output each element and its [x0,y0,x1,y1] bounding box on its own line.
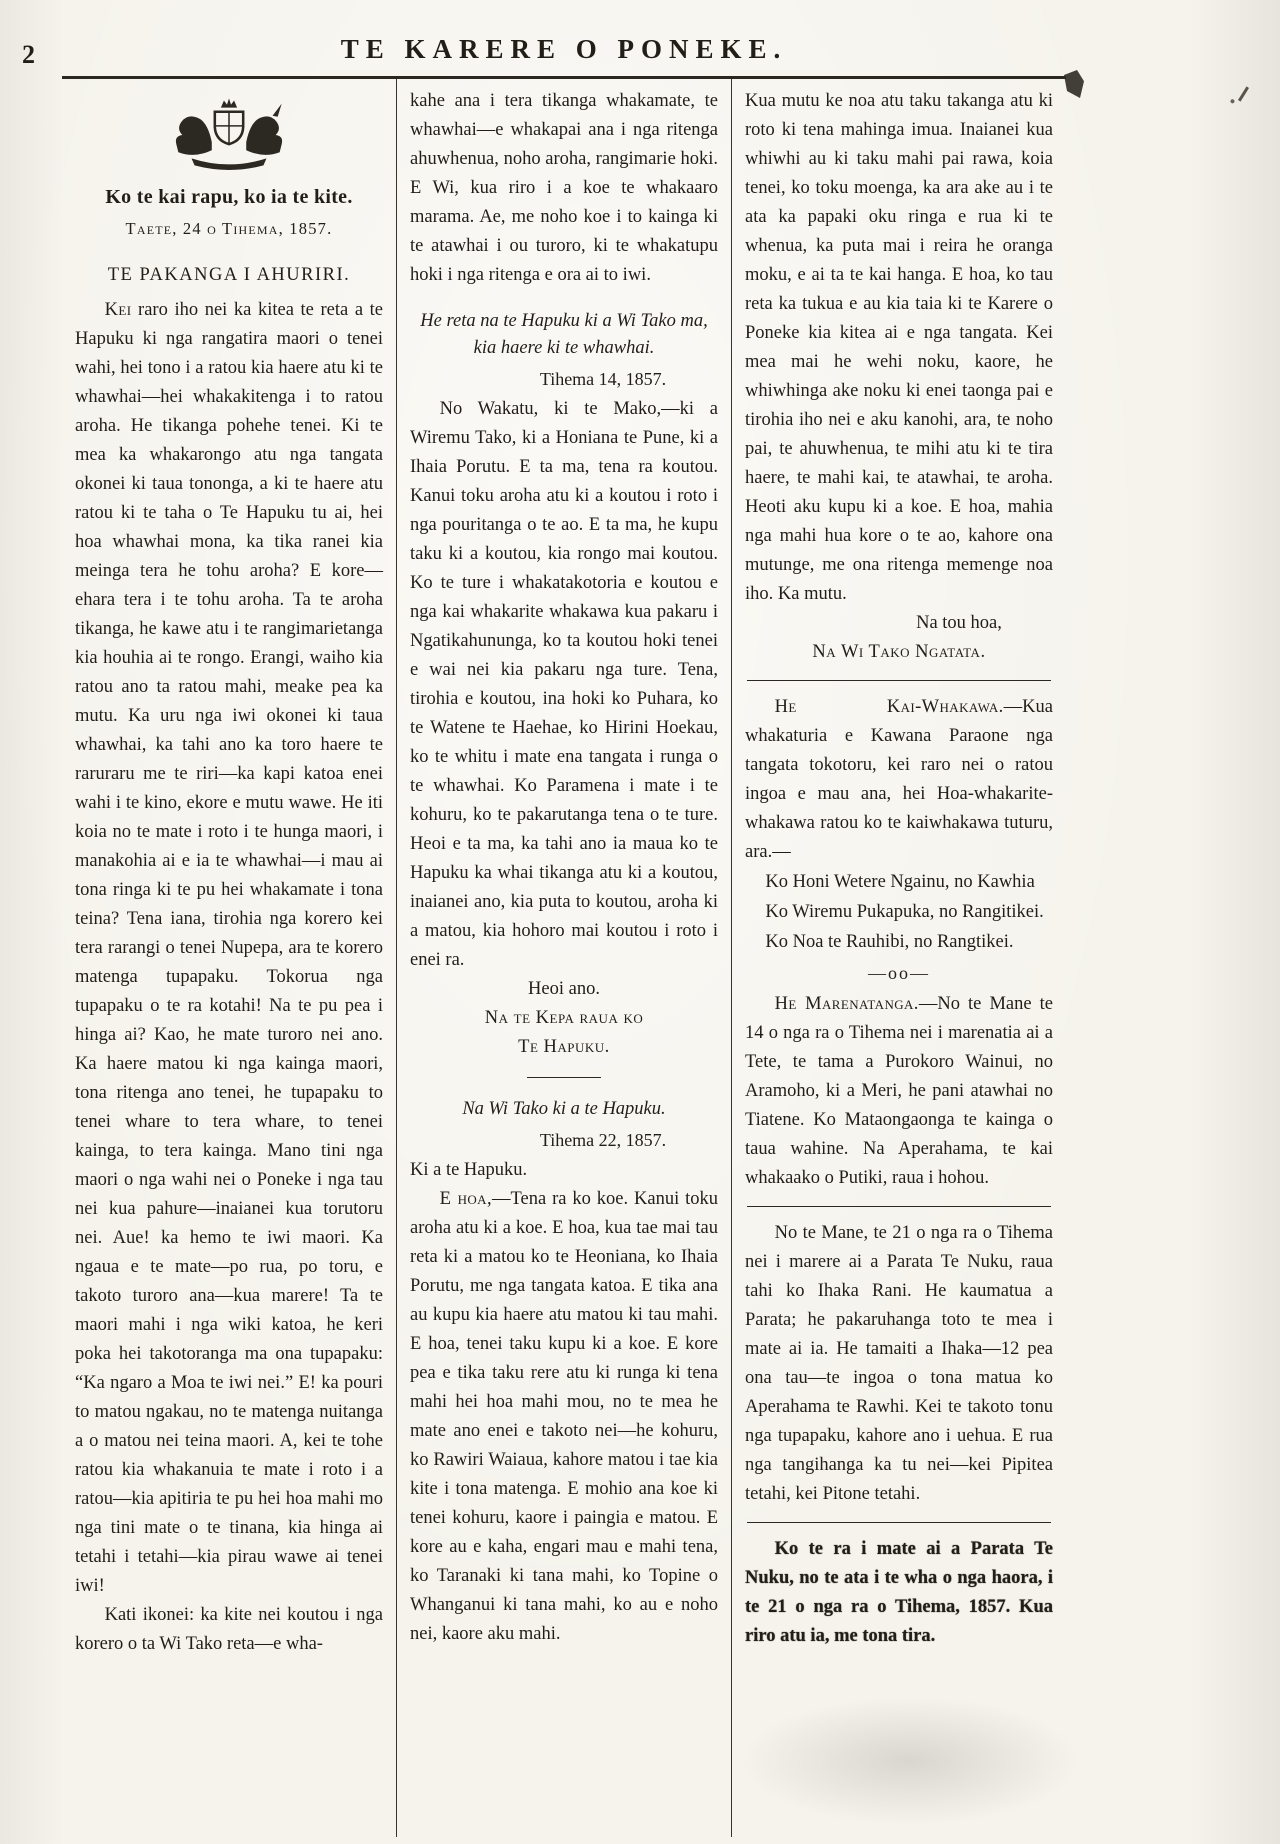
letter-signature: Te Hapuku. [518,1037,610,1057]
section-rule [747,1522,1051,1523]
letter-body: No Wakatu, ki te Mako,—ki a Wiremu Tako, ki a Honiana te Pune, ki a Ihaia Porutu. E ta ma, tena ra koutou. Kanui toku aroha atu ki a koutou i roto i nga pouritanga o te ao. E ta ma, he kupu taku ki a koutou, kia rongo mai koutou. Ko te ture i whakatakotoria e koutou e nga kai whakarite whakawa kua pakaru i Ngatikahununga, ko ta koutou hoki tenei e wai nei kia pakaru nga ture. Tena, tirohia e koutou, ina hoki ko Puhara, ko te Watene te Haehae, ko Hirini Hoekau, ko te whitu i mate ena tangata i runga o te whawhai. Ko Paramena i mate i te kohuru, ko te pakarutanga tena o te ture. Heoi e ta ma, ka tahi ano ia maua ko te Hapuku ka whai tikanga atu ki a koutou, inaianei ano, kia puta to koutou, aroha ki a matou, kia hohoro mai koutou i roto i enei ra. [410,399,718,970]
letter-signature: Na te Kepa raua ko [484,1008,644,1028]
list-item: Ko Wiremu Pukapuka, no Rangitikei. [765,902,1044,922]
list-item: Ko Honi Wetere Ngainu, no Kawhia [765,872,1035,892]
page-number: 2 [22,40,35,69]
notice-paragraph [745,693,1053,867]
section-rule [747,1206,1051,1207]
lead-word: E hoa, [439,1189,492,1209]
column-2 [397,79,731,1837]
royal-coat-of-arms-emblem [75,87,383,178]
masthead-motto: Ko te kai rapu, ko ia te kite. [105,186,353,208]
notice-lead: He Kai-Whakawa. [774,697,1004,717]
ornament-separator: —oo— [868,963,930,983]
article-paragraph-continued: kahe ana i tera tikanga whakamate, te whawhai—e whakapai ana i nga ritenga ahuwhenua, noho aroha, rangimarie hoki. E Wi, kua riro i a koe te whakaaro marama. Ae, me noho koe i to kainga ki te atawhai i ou turoro, ki te whakatupu hoki i nga ritenga e ora ai to iwi. [410,91,718,285]
letter-closing: Na tou hoa, [916,613,1002,633]
paragraph-text: —No te Mane te 14 o nga ra o Tihema nei i marenatia ai a Tete, te tama a Purokoro Wainui, no Aramoho, ki a Meri, he pani atawhai no Tiatene. Ko Mataongaonga te kainga o taua wahine. Na Aperahama, te kai whakaako o Putiki, raua i hohou. [745,994,1054,1188]
column-1 [62,79,396,1837]
article-paragraph [75,296,383,1601]
article-paragraph: Kati ikonei: ka kite nei koutou i nga korero o ta Wi Tako reta—e wha- [75,1605,383,1654]
lead-word: Kei [104,300,132,320]
letter-date: Tihema 22, 1857. [539,1130,667,1150]
letter-signature: Na Wi Tako Ngatata. [812,642,986,662]
column-3 [732,79,1066,1837]
issue-dateline: Taete, 24 o Tihema, 1857. [125,219,333,238]
paragraph-text: raro iho nei ka kitea te reta a te Hapuku ki nga rangatira maori o tenei wahi, hei tono i a ratou kia haere atu ki te whawhai—hei whakakitenga i to ratou aroha. He tikanga pohehe tenei. Ki te mea ka whakarongo atu nga tangata okonei ki taua tononga, a ki te haere atu ratou ki te taha o Te Hapuku tu ai, hei hoa whawhai mona, ka tika ranei kia meinga tera he tohu aroha? E kore—ehara tera i te tohu aroha. Ta te aroha tikanga, he kawe atu i te rangimarietanga kia houhia ai te rongo. Erangi, waiho kia ratou ano ta ratou mahi, meake pea ka mutu. Ka uru nga iwi okonei ki taua whawhai, ka tahi ano ka toro haere te raruraru me te riri—ka kapi katoa enei wahi i te kino, ekore e mutu wawe. He iti koia no te mate i roto i te hunga maori, i manakohia ai e ia te whawhai—i mau ai tona ringa ki te pu hei whakamate i tona teina? Tena iana, tirohia nga korero kei tera rarangi o tenei Nupepa, ara te korero matenga tupapaku. Tokorua nga tupapaku o te ra kotahi! Na te pu pea i hinga ai? Kao, he mate turoro nei ano. Ka haere matou ki nga kainga maori, tona ritenga ano tenei, he tupapaku to tenei whare to tera whare, to tenei kainga, to tera kainga. Mano tini nga maori o nga wahi nei o Poneke i nga tau nei kua pahure—inaianei kua torutoru nei. Aue! ka hemo te iwi maori. Ka ngaua e te mate—po rua, po toru, e takoto turoro ana—kua marere! Ta te maori mahi i nga wiki katoa, he keri poka hei takotoranga ma ona tupapaku: “Ka ngaro a Moa te iwi nei.” E! ka pouri to matou ngakau, no te matenga nuitanga a o matou nei teina maori. A, kei te tohe ratou kia whakanuia te mate i roto i a ratou—kia apitiria te pu hei hoa mahi mo nga tini mate o te tinana, kia hinga ai tetahi i tetahi—kia pirau wawe ai tenei iwi! [75,300,383,1596]
paragraph-text: —Tena ra ko koe. Kanui toku aroha atu ki a koe. E hoa, kua tae mai tau reta ki a matou ko te Heoniana, ko Ihaia Porutu, me nga tangata katoa. E tika ana au kupu kia haere atu matou ki tau mahi. E hoa, tenei taku kupu ki a koe. E kore pea e tika taku rere atu ki runga ki tena mahi hei hoa mahi mou, no te mea he mate ano enei e takoto nei—he kohuru, ko Rawiri Waiaua, kahore matou i tae kia kite i tona matenga. E mohio ana koe ki tenei kohuru, kaore i paingia e matou. E kore au e kaha, engari mau e mahi tena, ko Taranaki ki tana mahi, ko Topine o Whanganui ki tana mahi, ko au e noho nei, kaore aku mahi. [410,1189,718,1644]
list-item: Ko Noa te Rauhibi, no Rangtikei. [765,932,1014,952]
scan-artifact-speck [1238,86,1249,101]
letter-closing: Heoi ano. [528,979,600,999]
notice-lead: He Marenatanga. [774,994,919,1014]
letter-date: Tihema 14, 1857. [539,369,667,389]
masthead-title: TE KARERE O PONEKE. [340,34,788,64]
coat-of-arms-icon [153,95,305,173]
letter-body-continued: Kua mutu ke noa atu taku takanga atu ki roto ki tena mahinga imua. Inaianei kua whiwhi au ki taku mahi pai rawa, koia tenei, ko toku moenga, ka ara ake au i te ata ka papaki oku ringa e rua ki te whenua, ka puta mai i reira he oranga moku, e ai ta te kai hanga. E hoa, ko tau reta ka tukua e au kia taia ki te Karere o Poneke kia kitea ai e nga tangata. Kei mea mai he wehi noku, kaore, he whiwhinga ake noku ki enei taonga pai e tirohia iho nei e aku kanohi, ara, te noho pai, te ahuwhenua, te mihi atu ki te tira haere, te mahi kai, te atawhai, te aroha. Heoti aku kupu ki a koe. E hoa, mahia nga mahi hua kore o te ao, kahore ona mutunge, me ona ritenga memenge noa iho. Ka mutu. [745,91,1053,604]
notice-paragraph: Ko te ra i mate ai a Parata Te Nuku, no te ata i te wha o nga haora, i te 21 o nga ra o Tihema, 1857. Kua riro atu ia, me tona tira. [745,1539,1053,1646]
section-rule [747,680,1051,681]
letter-heading: Na Wi Tako ki a te Hapuku. [462,1099,666,1119]
scan-artifact-torn-edge [1064,70,1084,98]
letter-heading: He reta na te Hapuku ki a Wi Tako ma, kia haere ki te whawhai. [420,311,708,358]
paragraph-text: —Kua whakaturia e Kawana Paraone nga tangata tokotoru, kei raro nei o ratou ingoa e mau ana, hei Hoa-whakarite-whakawa ratou ko te kaiwhakawa tuturu, ara.— [745,697,1053,862]
print-area [62,34,1066,1837]
letter-body [410,1185,718,1649]
notice-paragraph: No te Mane, te 21 o nga ra o Tihema nei i marere ai a Parata Te Nuku, raua tahi ko Ihaka Rani. He kaumatua a Parata; he pakaruhanga toto te mea i mate ai ia. He tamaiti a Ihaka—12 pea ona tau—te ingoa o tona matua ko Aperahama te Rawhi. Kei te takoto tonu nga tupapaku, kahore ano i uehua. E rua nga tangihanga ka tu nei—kei Pipitea tetahi, kei Pitone tetahi. [745,1223,1053,1504]
letter-salutation: Ki a te Hapuku. [410,1160,528,1180]
section-rule [527,1077,601,1078]
notice-paragraph [745,990,1053,1193]
article-heading: TE PAKANGA I AHURIRI. [107,265,351,285]
columns [62,79,1066,1837]
